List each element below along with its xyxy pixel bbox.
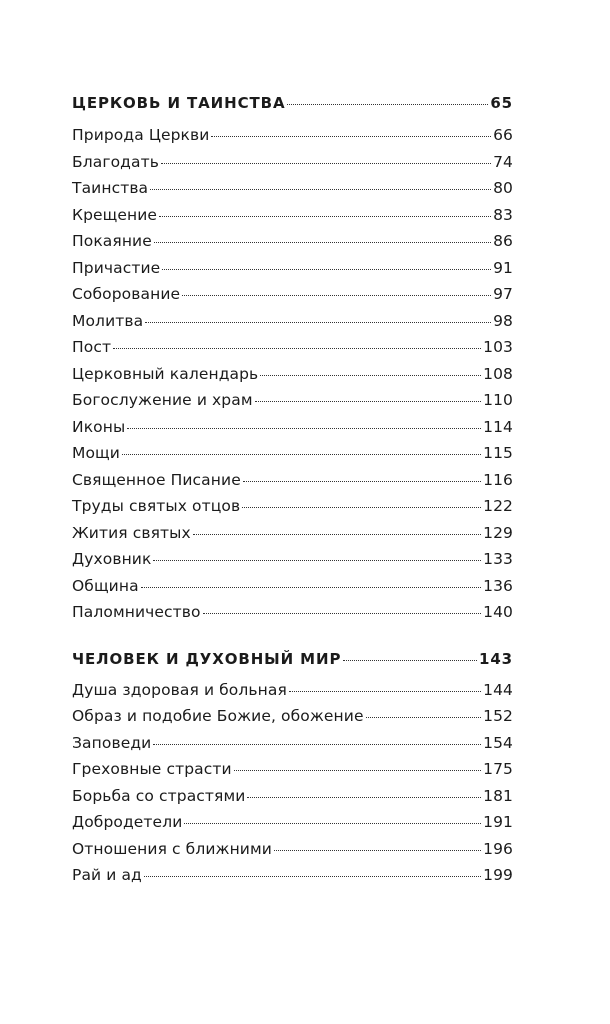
dot-leader bbox=[144, 876, 481, 877]
toc-entry[interactable] bbox=[72, 493, 513, 520]
entry-title: Греховные страсти bbox=[72, 760, 232, 778]
toc-entry[interactable] bbox=[72, 573, 513, 600]
toc-entry[interactable] bbox=[72, 387, 513, 414]
toc-entry[interactable] bbox=[72, 599, 513, 626]
toc-entry[interactable] bbox=[72, 836, 513, 863]
toc-entry[interactable] bbox=[72, 862, 513, 889]
entry-title: Покаяние bbox=[72, 232, 152, 250]
dot-leader bbox=[162, 269, 491, 270]
entry-page-number: 108 bbox=[483, 364, 513, 383]
dot-leader bbox=[159, 216, 491, 217]
entry-page-number: 66 bbox=[493, 126, 513, 144]
dot-leader bbox=[287, 104, 488, 105]
dot-leader bbox=[366, 717, 482, 718]
section-page-number: 143 bbox=[478, 649, 513, 668]
section-title: ЧЕЛОВЕК И ДУХОВНЫЙ МИР bbox=[72, 649, 342, 668]
toc-entry[interactable] bbox=[72, 255, 513, 282]
entry-title: Богослужение и храм bbox=[72, 391, 253, 409]
section-page-number: 65 bbox=[490, 94, 513, 112]
dot-leader bbox=[234, 770, 481, 771]
entry-title: Молитва bbox=[72, 311, 144, 330]
dot-leader bbox=[145, 322, 491, 323]
entry-title: Рай и ад bbox=[72, 866, 142, 884]
toc-entry[interactable] bbox=[72, 467, 513, 494]
entry-title: Заповеди bbox=[72, 733, 152, 752]
dot-leader bbox=[211, 136, 491, 137]
dot-leader bbox=[153, 744, 481, 745]
toc-entry[interactable] bbox=[72, 783, 513, 810]
toc-entry[interactable] bbox=[72, 809, 513, 836]
entry-title: Мощи bbox=[72, 444, 120, 462]
dot-leader bbox=[127, 428, 481, 429]
dot-leader bbox=[184, 823, 481, 824]
entry-page-number: 114 bbox=[483, 417, 513, 436]
entry-page-number: 110 bbox=[483, 391, 513, 409]
entry-title: Труды святых отцов bbox=[72, 497, 241, 515]
entry-title: Отношения с ближними bbox=[72, 839, 272, 858]
toc-entry[interactable] bbox=[72, 677, 513, 704]
entry-page-number: 74 bbox=[493, 152, 513, 171]
toc-entry[interactable] bbox=[72, 228, 513, 255]
toc-entry[interactable] bbox=[72, 520, 513, 547]
entry-title: Жития святых bbox=[72, 523, 191, 542]
entry-title: Таинства bbox=[72, 179, 149, 197]
entry-page-number: 98 bbox=[493, 311, 513, 330]
entry-page-number: 133 bbox=[483, 550, 513, 568]
entry-title: Природа Церкви bbox=[72, 126, 210, 144]
entry-page-number: 129 bbox=[483, 523, 513, 542]
entry-page-number: 154 bbox=[483, 733, 513, 752]
entry-title: Душа здоровая и больная bbox=[72, 680, 287, 699]
dot-leader bbox=[247, 797, 481, 798]
entry-title: Община bbox=[72, 576, 139, 595]
table-of-contents bbox=[72, 88, 513, 889]
dot-leader bbox=[122, 454, 481, 455]
section-heading[interactable] bbox=[72, 644, 513, 674]
dot-leader bbox=[343, 660, 477, 661]
entry-title: Причастие bbox=[72, 258, 161, 277]
entry-title: Иконы bbox=[72, 417, 126, 436]
entry-title: Священное Писание bbox=[72, 470, 241, 489]
toc-entry[interactable] bbox=[72, 149, 513, 176]
dot-leader bbox=[182, 295, 491, 296]
entry-title: Паломничество bbox=[72, 603, 201, 621]
toc-entry[interactable] bbox=[72, 361, 513, 388]
dot-leader bbox=[193, 534, 481, 535]
toc-entry[interactable] bbox=[72, 414, 513, 441]
dot-leader bbox=[154, 242, 491, 243]
toc-entry[interactable] bbox=[72, 308, 513, 335]
entry-page-number: 181 bbox=[483, 786, 513, 805]
entry-title: Духовник bbox=[72, 550, 152, 568]
toc-entry[interactable] bbox=[72, 730, 513, 757]
toc-entry[interactable] bbox=[72, 546, 513, 573]
dot-leader bbox=[243, 481, 481, 482]
entry-page-number: 136 bbox=[483, 576, 513, 595]
toc-entry[interactable] bbox=[72, 703, 513, 730]
entry-title: Борьба со страстями bbox=[72, 786, 246, 805]
entry-page-number: 191 bbox=[483, 813, 513, 831]
section-heading[interactable] bbox=[72, 88, 513, 118]
toc-entry[interactable] bbox=[72, 281, 513, 308]
toc-entry[interactable] bbox=[72, 334, 513, 361]
dot-leader bbox=[242, 507, 481, 508]
entry-title: Благодать bbox=[72, 152, 159, 171]
entry-page-number: 97 bbox=[493, 285, 513, 303]
dot-leader bbox=[260, 375, 481, 376]
entry-title: Пост bbox=[72, 338, 112, 356]
dot-leader bbox=[289, 691, 481, 692]
entry-page-number: 140 bbox=[483, 603, 513, 621]
entry-page-number: 196 bbox=[483, 839, 513, 858]
entry-page-number: 83 bbox=[493, 205, 513, 224]
entry-page-number: 144 bbox=[483, 680, 513, 699]
dot-leader bbox=[141, 587, 481, 588]
toc-entry[interactable] bbox=[72, 440, 513, 467]
entry-page-number: 152 bbox=[483, 707, 513, 725]
dot-leader bbox=[255, 401, 481, 402]
section-title: ЦЕРКОВЬ И ТАИНСТВА bbox=[72, 94, 286, 112]
entry-page-number: 80 bbox=[493, 179, 513, 197]
entry-title: Церковный календарь bbox=[72, 364, 259, 383]
entry-title: Соборование bbox=[72, 285, 181, 303]
toc-entry[interactable] bbox=[72, 202, 513, 229]
toc-entry[interactable] bbox=[72, 122, 513, 149]
dot-leader bbox=[150, 189, 491, 190]
dot-leader bbox=[113, 348, 481, 349]
entry-page-number: 103 bbox=[483, 338, 513, 356]
entry-page-number: 91 bbox=[493, 258, 513, 277]
entry-page-number: 175 bbox=[483, 760, 513, 778]
dot-leader bbox=[161, 163, 491, 164]
entry-page-number: 115 bbox=[483, 444, 513, 462]
dot-leader bbox=[203, 613, 482, 614]
entry-title: Образ и подобие Божие, обожение bbox=[72, 707, 364, 725]
dot-leader bbox=[274, 850, 481, 851]
entry-page-number: 122 bbox=[483, 497, 513, 515]
entry-title: Крещение bbox=[72, 205, 158, 224]
entry-title: Добродетели bbox=[72, 813, 183, 831]
entry-page-number: 116 bbox=[483, 470, 513, 489]
dot-leader bbox=[153, 560, 481, 561]
toc-entry[interactable] bbox=[72, 756, 513, 783]
toc-entry[interactable] bbox=[72, 175, 513, 202]
entry-page-number: 199 bbox=[483, 866, 513, 884]
entry-page-number: 86 bbox=[493, 232, 513, 250]
